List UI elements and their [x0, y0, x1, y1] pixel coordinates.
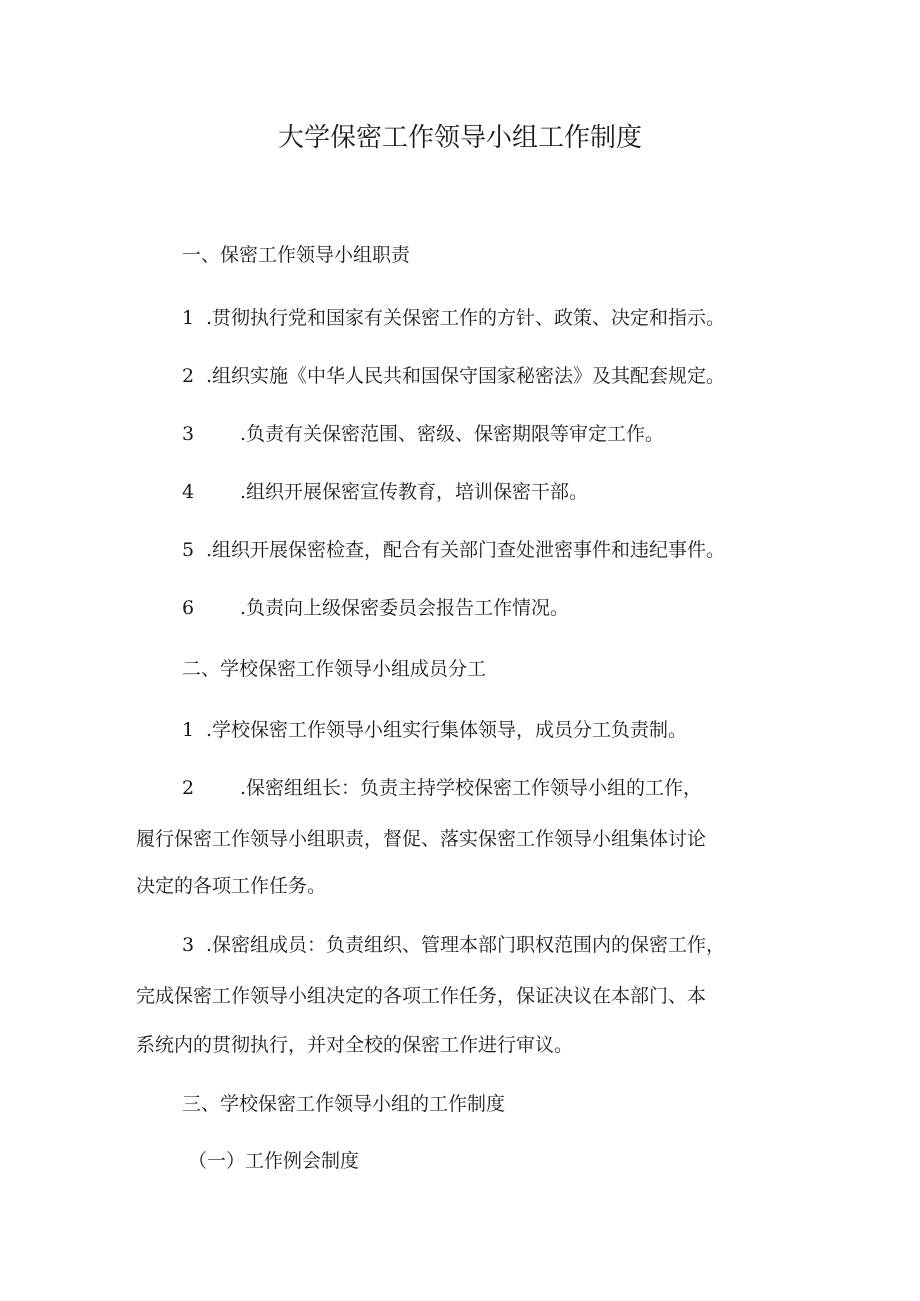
item-number: 2 [182, 777, 195, 799]
section3-heading: 三、学校保密工作领导小组的工作制度 [182, 1093, 506, 1115]
item-text: .组织开展保密宣传教育，培训保密干部。 [240, 481, 589, 503]
section1-item-2 [182, 361, 725, 391]
item-text: .保密组成员：负责组织、管理本部门职权范围内的保密工作， [206, 934, 726, 956]
section2-item-2-continuation-2: 决定的各项工作任务。 [136, 875, 327, 897]
document-title: 大学保密工作领导小组工作制度 [277, 123, 642, 153]
item-number: 5 [182, 539, 195, 561]
section1-item-4 [182, 477, 588, 507]
item-number: 1 [182, 719, 195, 741]
section3-subheading-1: （一）工作例会制度 [188, 1150, 360, 1172]
section1-heading: 一、保密工作领导小组职责 [182, 244, 411, 266]
section2-item-2 [182, 773, 702, 803]
item-text: .组织实施《中华人民共和国保守国家秘密法》及其配套规定。 [206, 365, 726, 387]
section1-item-6 [182, 593, 569, 623]
item-text: .学校保密工作领导小组实行集体领导，成员分工负责制。 [206, 719, 688, 741]
item-text: .贯彻执行党和国家有关保密工作的方针、政策、决定和指示。 [206, 307, 726, 329]
item-number: 4 [182, 481, 195, 503]
item-number: 3 [182, 934, 195, 956]
section2-item-3-continuation-2: 系统内的贯彻执行，并对全校的保密工作进行审议。 [136, 1034, 574, 1056]
section2-item-3-continuation-1: 完成保密工作领导小组决定的各项工作任务，保证决议在本部门、本 [136, 985, 707, 1007]
item-text: .负责有关保密范围、密级、保密期限等审定工作。 [240, 423, 665, 445]
section1-item-3 [182, 419, 664, 449]
item-number: 3 [182, 423, 195, 445]
item-text: .负责向上级保密委员会报告工作情况。 [240, 597, 570, 619]
section1-item-1 [182, 303, 725, 333]
item-text: .保密组组长：负责主持学校保密工作领导小组的工作， [240, 777, 703, 799]
section2-item-2-continuation-1: 履行保密工作领导小组职责，督促、落实保密工作领导小组集体讨论 [136, 828, 707, 850]
item-text: .组织开展保密检查，配合有关部门查处泄密事件和违纪事件。 [206, 539, 726, 561]
section2-item-3 [182, 930, 725, 960]
item-number: 6 [182, 597, 195, 619]
section2-item-1 [182, 715, 687, 745]
section1-item-5 [182, 535, 725, 565]
section2-heading: 二、学校保密工作领导小组成员分工 [182, 658, 487, 680]
item-number: 2 [182, 365, 195, 387]
item-number: 1 [182, 307, 195, 329]
